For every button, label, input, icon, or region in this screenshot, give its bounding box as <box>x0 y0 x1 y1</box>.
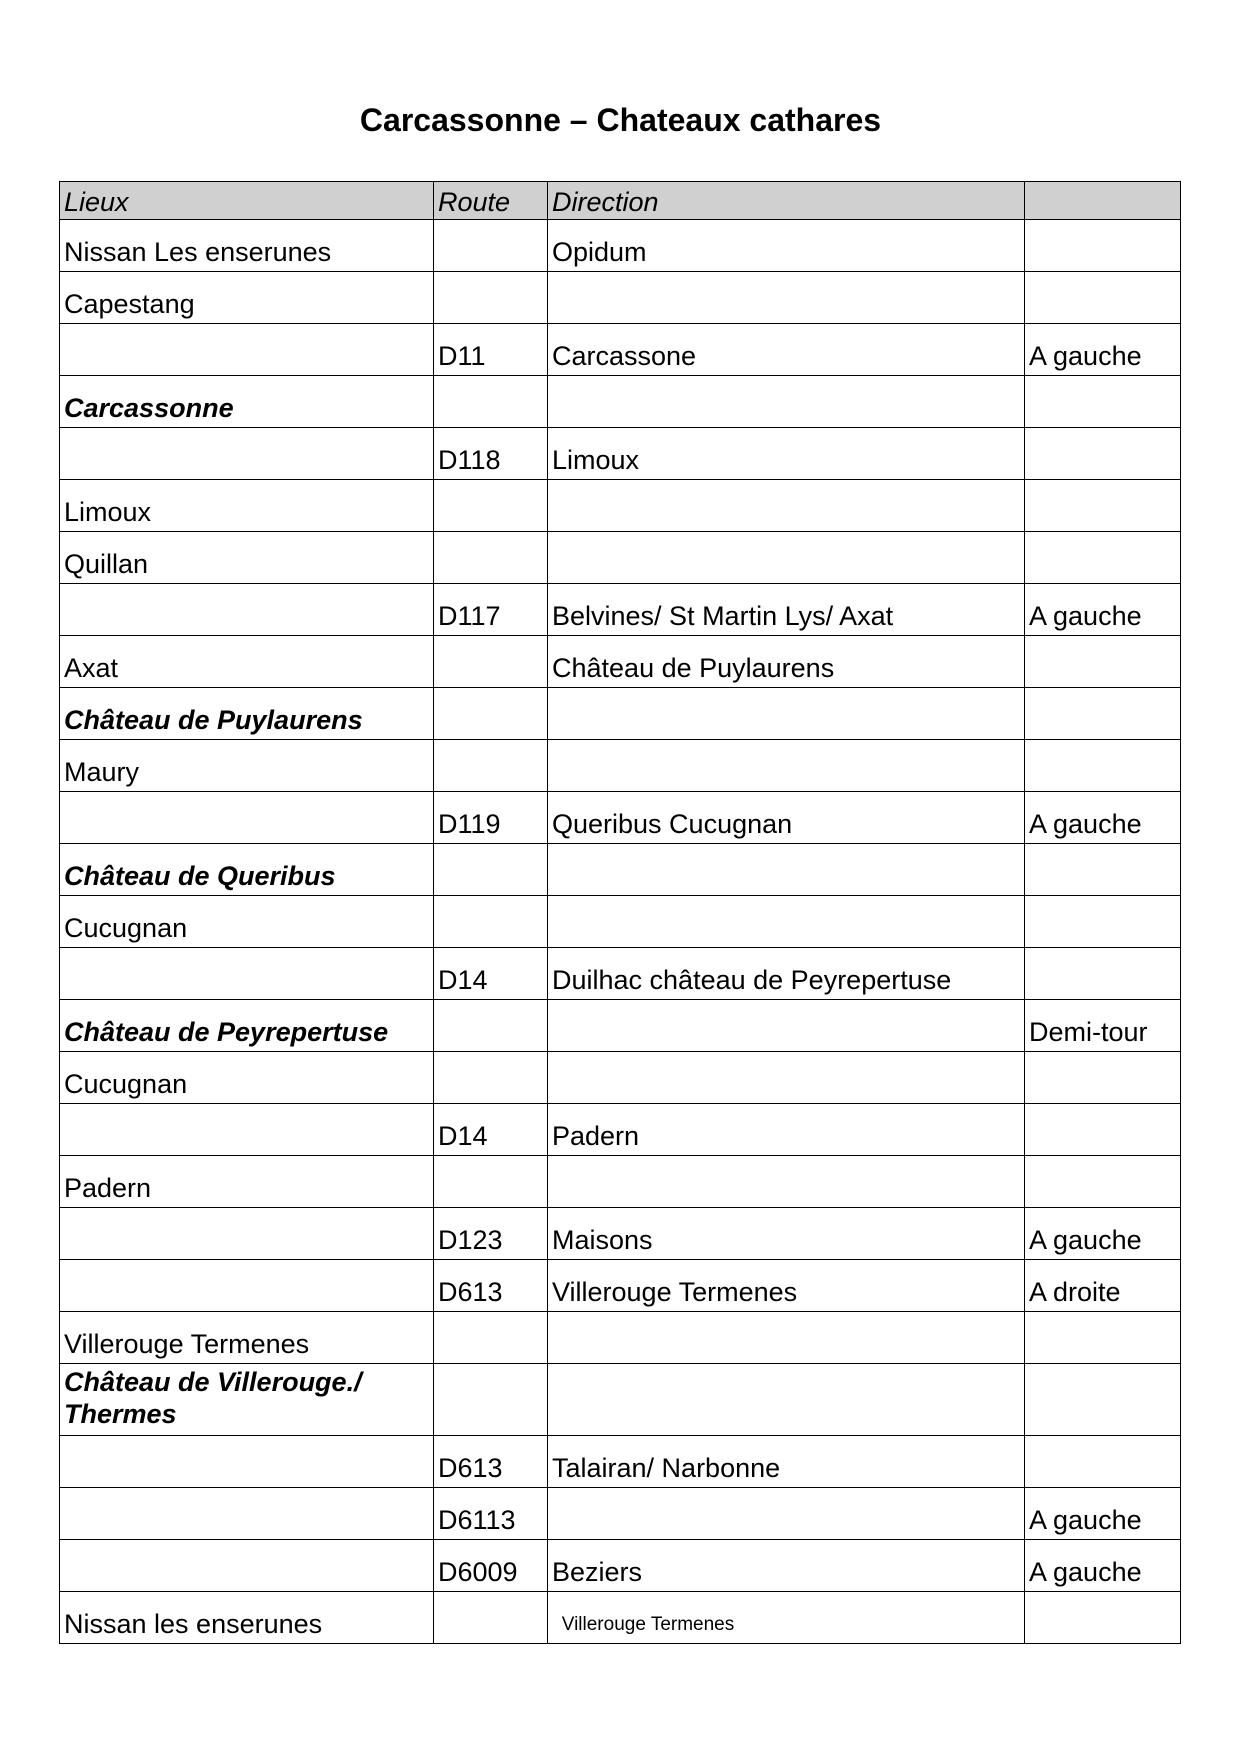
cell-note: A gauche <box>1025 1208 1181 1260</box>
cell-note <box>1025 1312 1181 1364</box>
cell-route <box>434 220 548 272</box>
table-header-row <box>60 182 1181 220</box>
cell-direction <box>548 272 1025 324</box>
cell-lieu: Château de Peyrepertuse <box>60 1000 434 1052</box>
cell-direction: Carcassone <box>548 324 1025 376</box>
table-row <box>60 532 1181 584</box>
document-title: Carcassonne – Chateaux cathares <box>359 102 882 138</box>
table-row <box>60 896 1181 948</box>
cell-lieu: Carcassonne <box>60 376 434 428</box>
cell-note <box>1025 844 1181 896</box>
page-footer: Villerouge Termenes <box>561 1614 735 1635</box>
cell-direction <box>548 1052 1025 1104</box>
cell-direction: Queribus Cucugnan <box>548 792 1025 844</box>
cell-lieu <box>60 792 434 844</box>
cell-note <box>1025 1436 1181 1488</box>
cell-note: A gauche <box>1025 792 1181 844</box>
table-row <box>60 792 1181 844</box>
cell-note <box>1025 532 1181 584</box>
cell-route: D14 <box>434 948 548 1000</box>
cell-route: D11 <box>434 324 548 376</box>
cell-direction <box>548 1312 1025 1364</box>
cell-note <box>1025 376 1181 428</box>
cell-direction: Beziers <box>548 1540 1025 1592</box>
table-row <box>60 1312 1181 1364</box>
cell-note <box>1025 1364 1181 1436</box>
cell-route: D14 <box>434 1104 548 1156</box>
cell-note: A gauche <box>1025 324 1181 376</box>
cell-route <box>434 376 548 428</box>
table-row <box>60 740 1181 792</box>
cell-route: D613 <box>434 1260 548 1312</box>
cell-lieu <box>60 1208 434 1260</box>
cell-route <box>434 1364 548 1436</box>
cell-lieu <box>60 1104 434 1156</box>
cell-lieu <box>60 324 434 376</box>
cell-route <box>434 480 548 532</box>
cell-direction <box>548 1000 1025 1052</box>
cell-direction: Limoux <box>548 428 1025 480</box>
cell-note <box>1025 220 1181 272</box>
cell-lieu: Château de Puylaurens <box>60 688 434 740</box>
cell-lieu <box>60 948 434 1000</box>
cell-lieu: Nissan Les enserunes <box>60 220 434 272</box>
cell-note <box>1025 480 1181 532</box>
cell-direction: Opidum <box>548 220 1025 272</box>
cell-lieu: Padern <box>60 1156 434 1208</box>
header-lieux: Lieux <box>60 182 434 220</box>
header-route: Route <box>434 182 548 220</box>
table-row <box>60 324 1181 376</box>
cell-route: D118 <box>434 428 548 480</box>
cell-note <box>1025 1052 1181 1104</box>
header-direction: Direction <box>548 182 1025 220</box>
cell-lieu <box>60 1540 434 1592</box>
cell-direction <box>548 532 1025 584</box>
cell-lieu: Cucugnan <box>60 896 434 948</box>
cell-route <box>434 1000 548 1052</box>
cell-direction <box>548 740 1025 792</box>
cell-note <box>1025 428 1181 480</box>
cell-note <box>1025 688 1181 740</box>
cell-direction <box>548 376 1025 428</box>
cell-lieu: Château de Villerouge./ Thermes <box>60 1364 434 1436</box>
cell-direction <box>548 1364 1025 1436</box>
cell-direction <box>548 1156 1025 1208</box>
cell-route <box>434 688 548 740</box>
table-row <box>60 1000 1181 1052</box>
table-row <box>60 220 1181 272</box>
cell-direction: Villerouge Termenes <box>548 1260 1025 1312</box>
cell-route <box>434 740 548 792</box>
cell-route <box>434 1312 548 1364</box>
cell-route: D6113 <box>434 1488 548 1540</box>
cell-note <box>1025 948 1181 1000</box>
cell-note <box>1025 272 1181 324</box>
cell-lieu: Limoux <box>60 480 434 532</box>
cell-note: A gauche <box>1025 1540 1181 1592</box>
cell-direction: Talairan/ Narbonne <box>548 1436 1025 1488</box>
cell-route <box>434 1156 548 1208</box>
cell-lieu: Nissan les enserunes <box>60 1592 434 1644</box>
table-row <box>60 428 1181 480</box>
cell-note: A gauche <box>1025 1488 1181 1540</box>
table-row <box>60 1208 1181 1260</box>
cell-direction <box>548 1488 1025 1540</box>
cell-lieu: Capestang <box>60 272 434 324</box>
cell-route: D123 <box>434 1208 548 1260</box>
cell-direction: Padern <box>548 1104 1025 1156</box>
cell-note: Demi-tour <box>1025 1000 1181 1052</box>
table-row <box>60 1364 1181 1436</box>
cell-lieu <box>60 584 434 636</box>
cell-direction <box>548 480 1025 532</box>
cell-direction <box>548 896 1025 948</box>
cell-route <box>434 1052 548 1104</box>
header-note <box>1025 182 1181 220</box>
cell-note <box>1025 636 1181 688</box>
table-row <box>60 844 1181 896</box>
cell-note: A gauche <box>1025 584 1181 636</box>
table-row <box>60 688 1181 740</box>
cell-note <box>1025 1156 1181 1208</box>
table-row <box>60 376 1181 428</box>
cell-lieu <box>60 1436 434 1488</box>
cell-lieu: Quillan <box>60 532 434 584</box>
cell-lieu: Maury <box>60 740 434 792</box>
table-row <box>60 1540 1181 1592</box>
table-row <box>60 584 1181 636</box>
cell-lieu: Cucugnan <box>60 1052 434 1104</box>
cell-route: D613 <box>434 1436 548 1488</box>
cell-lieu: Château de Queribus <box>60 844 434 896</box>
table-row <box>60 272 1181 324</box>
table-row <box>60 1156 1181 1208</box>
cell-direction: Belvines/ St Martin Lys/ Axat <box>548 584 1025 636</box>
cell-route: D119 <box>434 792 548 844</box>
cell-direction: Château de Puylaurens <box>548 636 1025 688</box>
cell-route <box>434 532 548 584</box>
table-row <box>60 480 1181 532</box>
cell-direction: Maisons <box>548 1208 1025 1260</box>
cell-lieu <box>60 428 434 480</box>
cell-lieu <box>60 1488 434 1540</box>
table-row <box>60 1052 1181 1104</box>
cell-route <box>434 636 548 688</box>
cell-route <box>434 272 548 324</box>
cell-note <box>1025 896 1181 948</box>
table-row <box>60 1260 1181 1312</box>
cell-direction <box>548 844 1025 896</box>
table-row <box>60 1104 1181 1156</box>
table-row <box>60 636 1181 688</box>
table-row <box>60 1488 1181 1540</box>
table-row <box>60 1436 1181 1488</box>
cell-note <box>1025 1104 1181 1156</box>
cell-lieu <box>60 1260 434 1312</box>
cell-note <box>1025 740 1181 792</box>
table-row <box>60 948 1181 1000</box>
cell-note: A droite <box>1025 1260 1181 1312</box>
cell-direction: Duilhac château de Peyrepertuse <box>548 948 1025 1000</box>
cell-lieu: Villerouge Termenes <box>60 1312 434 1364</box>
cell-route: D6009 <box>434 1540 548 1592</box>
itinerary-table <box>59 181 1181 1644</box>
cell-route: D117 <box>434 584 548 636</box>
cell-route <box>434 896 548 948</box>
cell-route <box>434 844 548 896</box>
cell-direction <box>548 688 1025 740</box>
cell-lieu: Axat <box>60 636 434 688</box>
